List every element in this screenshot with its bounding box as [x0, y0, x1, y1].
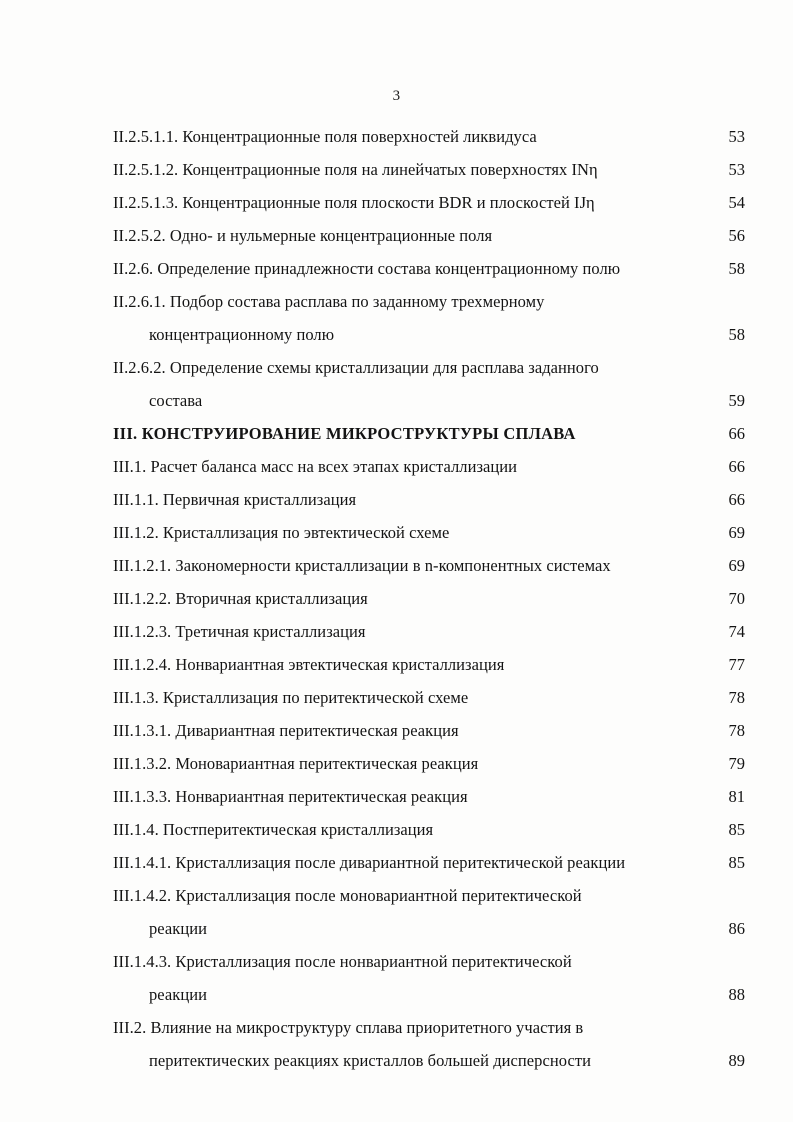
toc-entry-label: перитектических реакциях кристаллов большей дисперсности	[149, 1051, 591, 1070]
toc-entry-label: III.1.4.3. Кристаллизация после нонвариантной перитектической	[113, 952, 572, 971]
toc-entry-page-number: 66	[728, 490, 745, 509]
toc-entry-label: III. КОНСТРУИРОВАНИЕ МИКРОСТРУКТУРЫ СПЛАВА	[113, 424, 576, 443]
toc-entry-row[interactable]	[113, 945, 745, 978]
toc-entry-page-number: 78	[728, 688, 745, 707]
toc-entry-page-number: 86	[728, 919, 745, 938]
toc-entry-page-number: 54	[728, 193, 745, 212]
toc-entry-row[interactable]	[113, 879, 745, 912]
toc-entry-label: II.2.5.1.2. Концентрационные поля на линейчатых поверхностях INη	[113, 160, 598, 179]
toc-entry-label: III.1.2.3. Третичная кристаллизация	[113, 622, 366, 641]
toc-entry-page-number: 58	[728, 259, 745, 278]
toc-entry-label: III.1.2.4. Нонвариантная эвтектическая кристаллизация	[113, 655, 505, 674]
toc-entry-row[interactable]	[113, 549, 745, 582]
toc-entry-page-number: 85	[728, 853, 745, 872]
toc-entry-label: III.1.3.2. Моновариантная перитектическая реакция	[113, 754, 479, 773]
toc-entry-label: II.2.5.2. Одно- и нульмерные концентрационные поля	[113, 226, 493, 245]
toc-entry-page-number: 66	[728, 457, 745, 476]
toc-entry-label: III.1.3.3. Нонвариантная перитектическая реакция	[113, 787, 468, 806]
toc-entry-row[interactable]	[113, 186, 745, 219]
toc-entry-page-number: 79	[728, 754, 745, 773]
toc-entry-page-number: 59	[728, 391, 745, 410]
page-folio-number: 3	[392, 88, 401, 104]
toc-entry-label: III.1.4. Постперитектическая кристаллизация	[113, 820, 434, 839]
toc-entry-label: II.2.6.1. Подбор состава расплава по заданному трехмерному	[113, 292, 545, 311]
toc-entry-row[interactable]	[113, 351, 745, 384]
toc-entry-label: III.1.2.2. Вторичная кристаллизация	[113, 589, 368, 608]
toc-entry-page-number: 53	[728, 160, 745, 179]
toc-entry-label: состава	[149, 391, 203, 410]
toc-entry-page-number: 85	[728, 820, 745, 839]
toc-entry-page-number: 77	[728, 655, 745, 674]
toc-entry-row[interactable]	[113, 1011, 745, 1044]
toc-entry-label: III.1.1. Первичная кристаллизация	[113, 490, 357, 509]
toc-entry-row[interactable]	[113, 318, 745, 351]
toc-entry-page-number: 70	[728, 589, 745, 608]
toc-chapter-row[interactable]	[113, 417, 745, 450]
toc-entry-page-number: 56	[728, 226, 745, 245]
toc-entry-label: реакции	[149, 985, 207, 1004]
toc-entry-label: реакции	[149, 919, 207, 938]
toc-entry-row[interactable]	[113, 615, 745, 648]
toc-entry-page-number: 74	[728, 622, 745, 641]
toc-entry-label: III.1.3.1. Дивариантная перитектическая реакция	[113, 721, 459, 740]
toc-entry-row[interactable]	[113, 978, 745, 1011]
toc-entry-row[interactable]	[113, 582, 745, 615]
toc-entry-page-number: 53	[728, 127, 745, 146]
toc-entry-row[interactable]	[113, 681, 745, 714]
toc-entry-page-number: 66	[728, 424, 745, 443]
toc-entry-row[interactable]	[113, 285, 745, 318]
toc-entry-label: III.1.2.1. Закономерности кристаллизации в n-компонентных системах	[113, 556, 611, 575]
toc-entry-page-number: 69	[728, 556, 745, 575]
toc-entry-page-number: 69	[728, 523, 745, 542]
toc-entry-label: II.2.5.1.3. Концентрационные поля плоскости BDR и плоскостей IJη	[113, 193, 595, 212]
toc-entry-label: III.1.4.1. Кристаллизация после дивариантной перитектической реакции	[113, 853, 626, 872]
toc-entry-row[interactable]	[113, 153, 745, 186]
toc-entry-row[interactable]	[113, 450, 745, 483]
toc-entry-label: III.1.3. Кристаллизация по перитектической схеме	[113, 688, 469, 707]
toc-entry-row[interactable]	[113, 120, 745, 153]
toc-entry-page-number: 81	[728, 787, 745, 806]
toc-entry-label: III.1.2. Кристаллизация по эвтектической схеме	[113, 523, 450, 542]
toc-entry-row[interactable]	[113, 384, 745, 417]
toc-entry-row[interactable]	[113, 813, 745, 846]
toc-entry-label: III.2. Влияние на микроструктуру сплава приоритетного участия в	[113, 1018, 584, 1037]
toc-entry-row[interactable]	[113, 912, 745, 945]
toc-entry-label: концентрационному полю	[149, 325, 335, 344]
toc-entry-row[interactable]	[113, 516, 745, 549]
toc-entry-row[interactable]	[113, 846, 745, 879]
toc-entry-page-number: 58	[728, 325, 745, 344]
toc-entry-row[interactable]	[113, 648, 745, 681]
toc-entry-row[interactable]	[113, 252, 745, 285]
toc-entry-page-number: 88	[728, 985, 745, 1004]
toc-entry-row[interactable]	[113, 483, 745, 516]
toc-entry-label: III.1.4.2. Кристаллизация после моновариантной перитектической	[113, 886, 582, 905]
toc-entry-label: III.1. Расчет баланса масс на всех этапах кристаллизации	[113, 457, 518, 476]
toc-entry-row[interactable]	[113, 714, 745, 747]
toc-entry-row[interactable]	[113, 219, 745, 252]
toc-entry-label: II.2.6.2. Определение схемы кристаллизации для расплава заданного	[113, 358, 599, 377]
toc-entry-label: II.2.5.1.1. Концентрационные поля поверхностей ликвидуса	[113, 127, 537, 146]
toc-entry-page-number: 78	[728, 721, 745, 740]
toc-entry-row[interactable]	[113, 747, 745, 780]
toc-entry-page-number: 89	[728, 1051, 745, 1070]
toc-entry-row[interactable]	[113, 1044, 745, 1077]
toc-entry-label: II.2.6. Определение принадлежности состава концентрационному полю	[113, 259, 621, 278]
toc-entry-row[interactable]	[113, 780, 745, 813]
table-of-contents	[113, 120, 745, 1077]
